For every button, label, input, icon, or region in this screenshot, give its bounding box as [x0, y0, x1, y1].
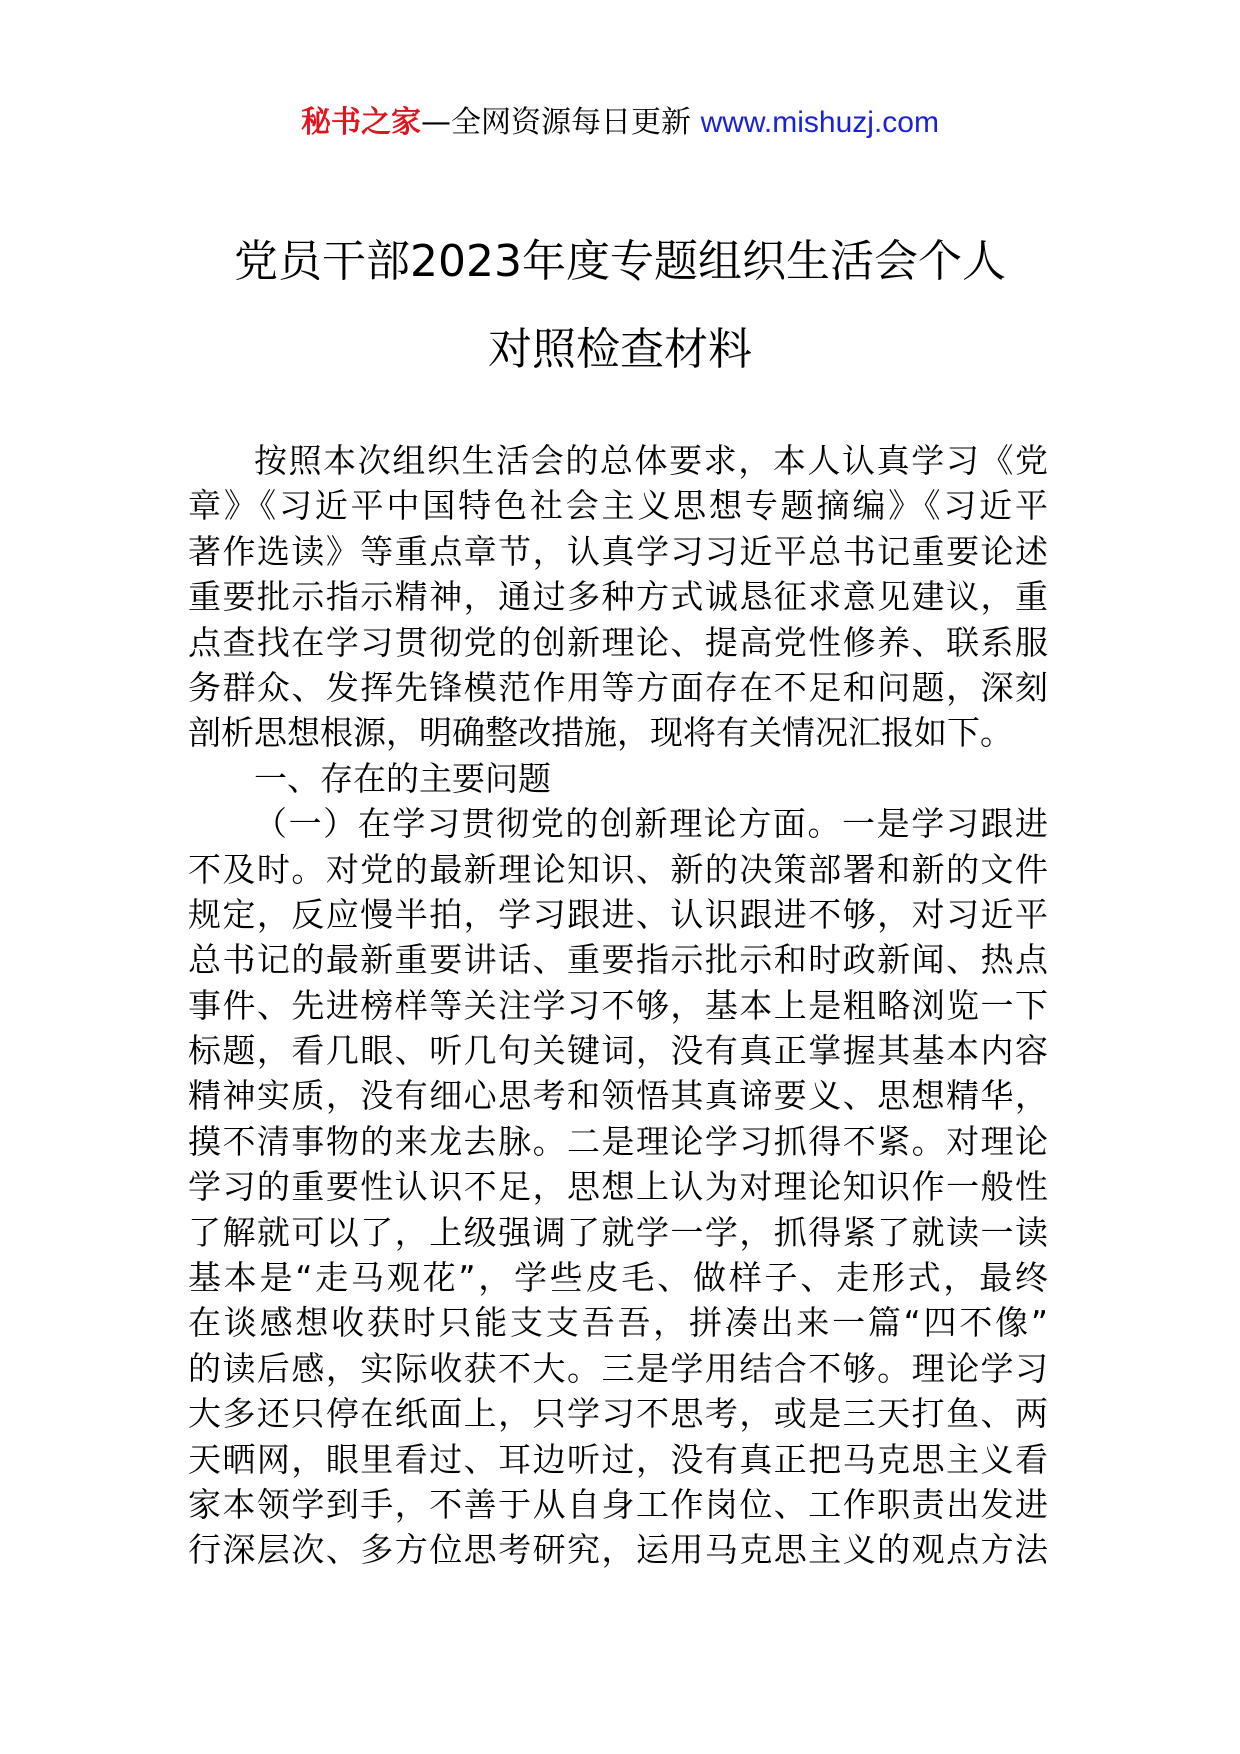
body-line: 剖析思想根源，明确整改措施，现将有关情况汇报如下。 — [188, 713, 1013, 753]
body-line: 了解就可以了，上级强调了就学一学，抓得紧了就读一读 — [188, 1212, 1048, 1252]
body-line: （一）在学习贯彻党的创新理论方面。一是学习跟进 — [254, 804, 1048, 844]
body-line: 摸不清事物的来龙去脉。二是理论学习抓得不紧。对理论 — [188, 1121, 1048, 1161]
body-line: 行深层次、多方位思考研究，运用马克思主义的观点方法 — [188, 1530, 1048, 1570]
body-line: 规定，反应慢半拍，学习跟进、认识跟进不够，对习近平 — [188, 894, 1048, 934]
body-line: 按照本次组织生活会的总体要求，本人认真学习《党 — [254, 441, 1048, 480]
body-line: 学习的重要性认识不足，思想上认为对理论知识作一般性 — [188, 1167, 1048, 1207]
document-title-line-2: 对照检查材料 — [488, 324, 752, 375]
body-line: 务群众、发挥先锋模范作用等方面存在不足和问题，深刻 — [188, 667, 1048, 707]
body-line: 家本领学到手，不善于从自身工作岗位、工作职责出发进 — [188, 1484, 1048, 1524]
header-slogan: —全网资源每日更新 — [421, 105, 692, 140]
body-line: 著作选读》等重点章节，认真学习习近平总书记重要论述 — [188, 531, 1048, 571]
body-line: 天晒网，眼里看过、耳边听过，没有真正把马克思主义看 — [188, 1439, 1048, 1479]
section-heading: 一、存在的主要问题 — [254, 758, 551, 798]
body-line: 在谈感想收获时只能支支吾吾，拼凑出来一篇“四不像” — [188, 1303, 1048, 1343]
body-line: 不及时。对党的最新理论知识、新的决策部署和新的文件 — [188, 849, 1048, 889]
header-url-link[interactable]: www.mishuzj.com — [700, 106, 939, 139]
body-line: 点查找在学习贯彻党的创新理论、提高党性修养、联系服 — [188, 622, 1048, 662]
header-brand: 秘书之家 — [301, 105, 422, 140]
site-header — [0, 100, 1240, 146]
body-line: 章》《习近平中国特色社会主义思想专题摘编》《习近平 — [188, 486, 1048, 526]
body-line: 精神实质，没有细心思考和领悟其真谛要义、思想精华， — [188, 1076, 1048, 1116]
document-title-line-1: 党员干部2023年度专题组织生活会个人 — [234, 236, 1006, 287]
body-line: 的读后感，实际收获不大。三是学用结合不够。理论学习 — [188, 1348, 1048, 1388]
body-line: 事件、先进榜样等关注学习不够，基本上是粗略浏览一下 — [188, 985, 1048, 1025]
body-line: 总书记的最新重要讲话、重要指示批示和时政新闻、热点 — [188, 940, 1048, 980]
body-line: 重要批示指示精神，通过多种方式诚恳征求意见建议，重 — [188, 577, 1048, 617]
body-line: 标题，看几眼、听几句关键词，没有真正掌握其基本内容 — [188, 1031, 1048, 1071]
body-line: 大多还只停在纸面上，只学习不思考，或是三天打鱼、两 — [188, 1394, 1048, 1434]
body-line: 基本是“走马观花”，学些皮毛、做样子、走形式，最终 — [188, 1258, 1048, 1298]
document-body — [188, 438, 1048, 1573]
